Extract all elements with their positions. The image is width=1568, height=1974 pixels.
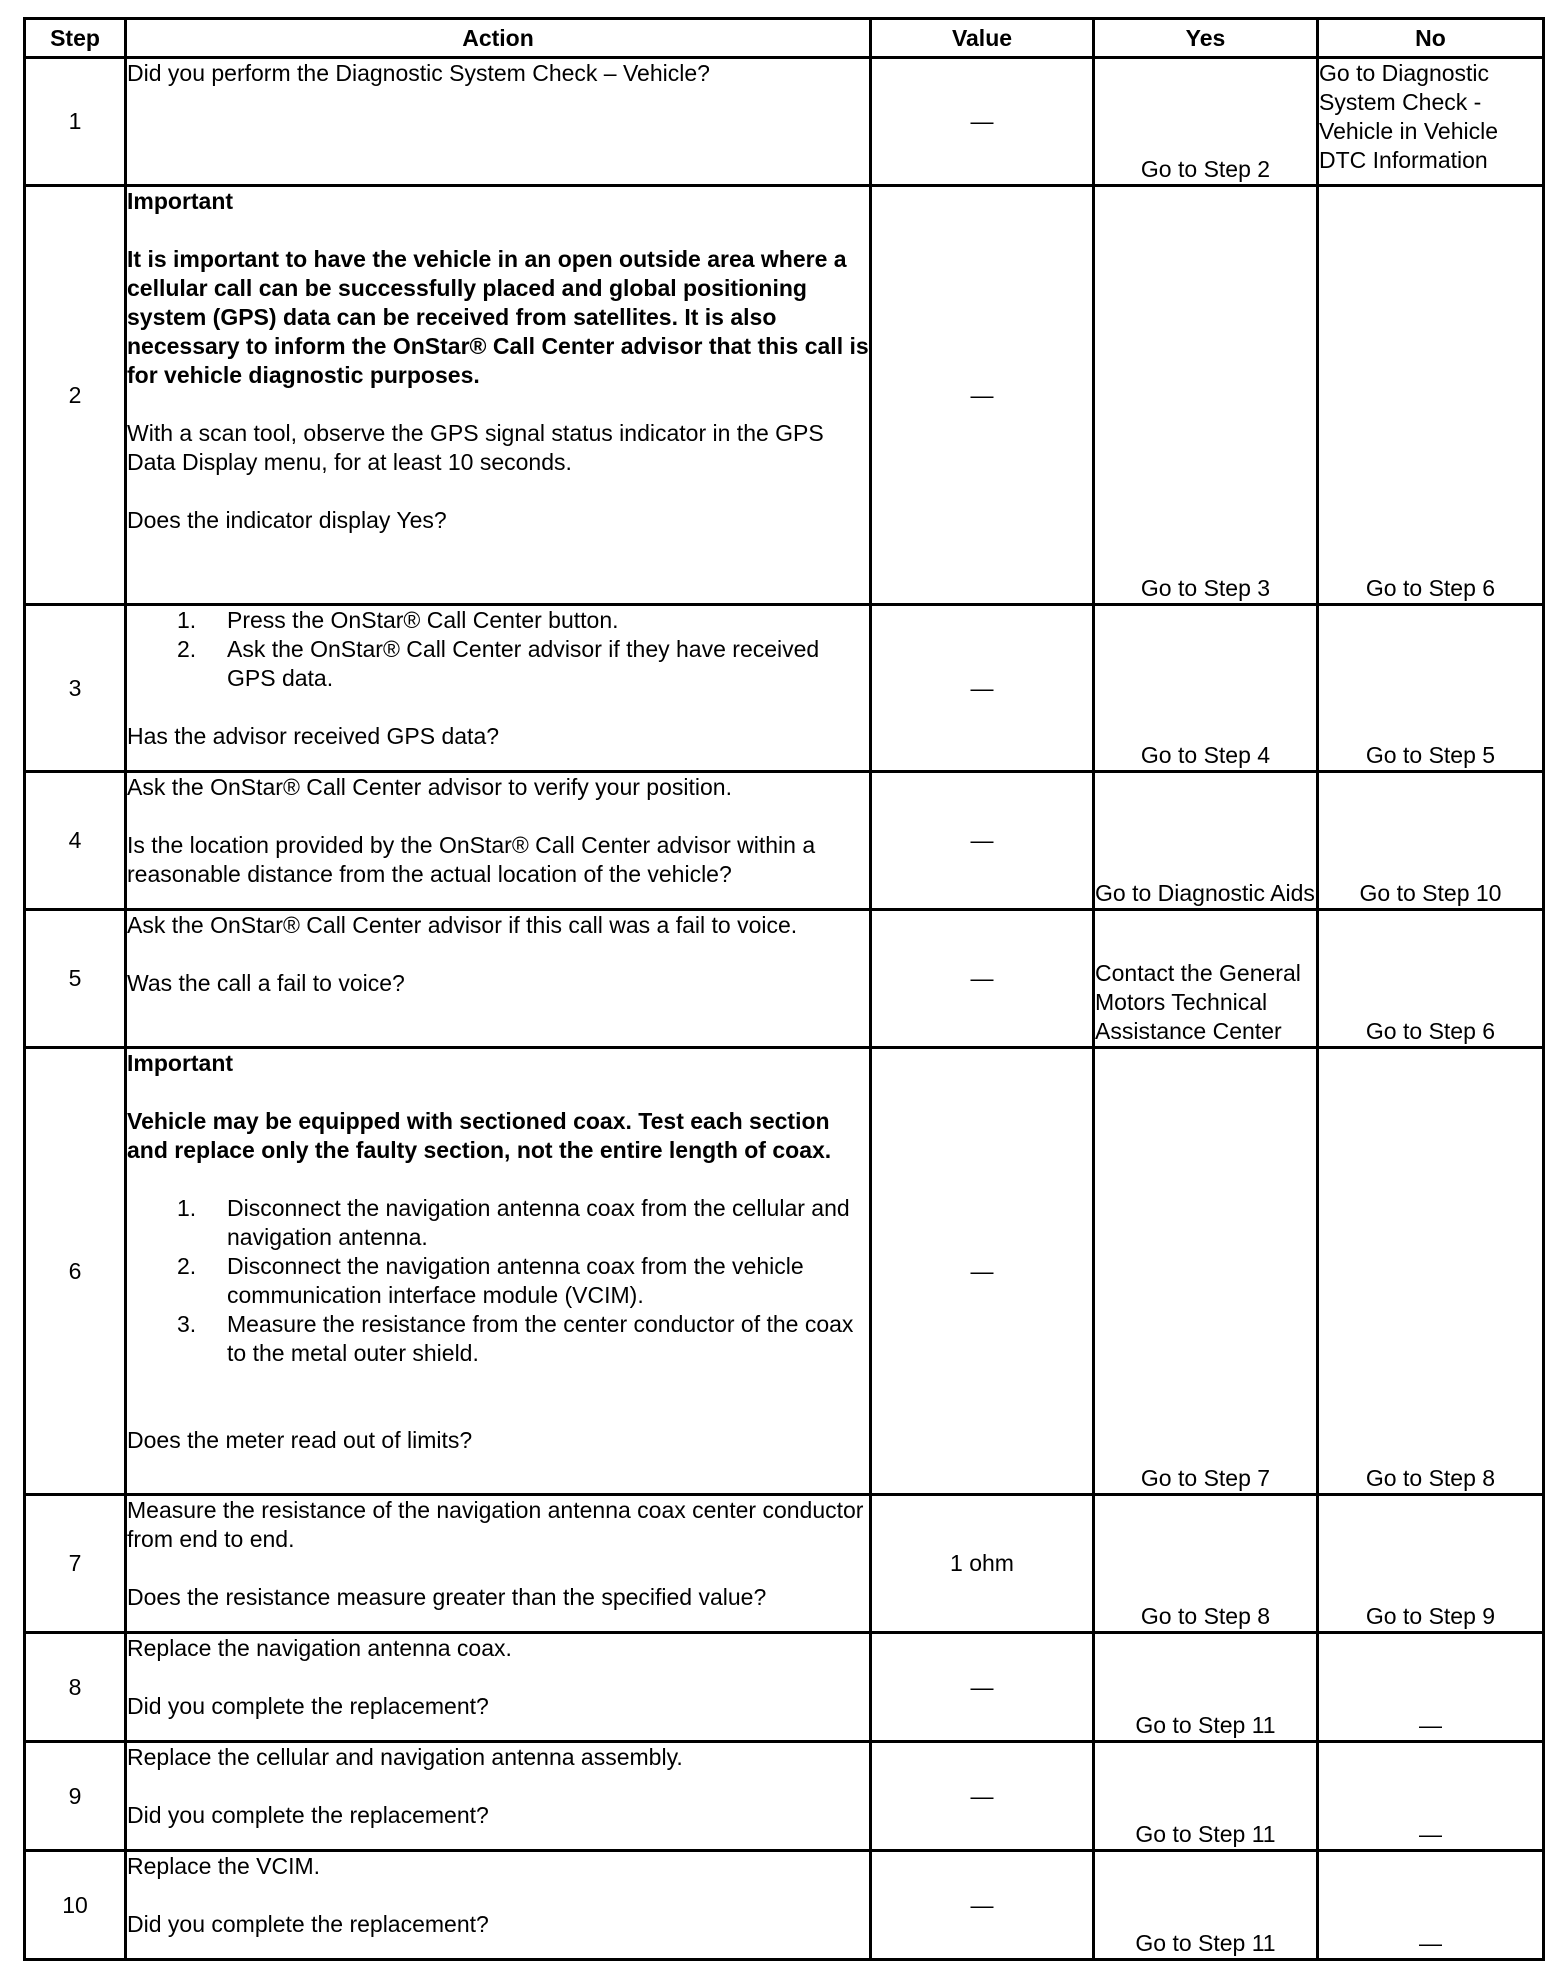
substep-text: Measure the resistance from the center conductor of the coax to the metal outer shield.: [227, 1311, 854, 1366]
list-item: [127, 606, 869, 635]
yes-cell: Contact the General Motors Technical Assistance Center: [1094, 910, 1318, 1048]
substep-number: 1.: [177, 1195, 197, 1221]
action-cell: [126, 1633, 871, 1742]
action-column-header: Action: [126, 19, 871, 58]
value-cell: —: [871, 605, 1094, 772]
list-item: [127, 1310, 869, 1368]
action-instruction: Replace the navigation antenna coax.: [127, 1635, 512, 1661]
no-cell: Go to Diagnostic System Check - Vehicle in Vehicle DTC Information: [1318, 58, 1544, 186]
table-row: [25, 186, 1544, 605]
yes-cell: Go to Step 8: [1094, 1495, 1318, 1633]
action-question: Did you perform the Diagnostic System Check – Vehicle?: [127, 60, 710, 86]
table-row: [25, 772, 1544, 910]
substep-text: Press the OnStar® Call Center button.: [227, 607, 619, 633]
action-question: Did you complete the replacement?: [127, 1911, 489, 1937]
step-number: 3: [25, 605, 126, 772]
list-item: [127, 1194, 869, 1252]
value-cell: —: [871, 1048, 1094, 1495]
step-number: 6: [25, 1048, 126, 1495]
action-instruction: With a scan tool, observe the GPS signal status indicator in the GPS Data Display menu, for at least 10 seconds.: [127, 420, 824, 475]
list-item: [127, 635, 869, 693]
step-number: 2: [25, 186, 126, 605]
action-cell: [126, 58, 871, 186]
step-number: 4: [25, 772, 126, 910]
value-cell: —: [871, 1742, 1094, 1851]
yes-cell: Go to Step 4: [1094, 605, 1318, 772]
substep-list: [127, 1194, 869, 1368]
value-cell: 1 ohm: [871, 1495, 1094, 1633]
table-row: [25, 1851, 1544, 1960]
yes-column-header: Yes: [1094, 19, 1318, 58]
substep-number: 2.: [177, 1253, 197, 1279]
value-cell: —: [871, 1633, 1094, 1742]
value-cell: —: [871, 58, 1094, 186]
value-cell: —: [871, 1851, 1094, 1960]
action-cell: [126, 605, 871, 772]
substep-text: Disconnect the navigation antenna coax from the cellular and navigation antenna.: [227, 1195, 850, 1250]
yes-cell: Go to Diagnostic Aids: [1094, 772, 1318, 910]
action-question: Does the indicator display Yes?: [127, 507, 447, 533]
no-cell: Go to Step 10: [1318, 772, 1544, 910]
table-row: [25, 1048, 1544, 1495]
yes-cell: Go to Step 11: [1094, 1633, 1318, 1742]
table-row: [25, 58, 1544, 186]
yes-cell: Go to Step 3: [1094, 186, 1318, 605]
substep-number: 1.: [177, 607, 197, 633]
action-question: Does the meter read out of limits?: [127, 1427, 473, 1453]
important-note: Vehicle may be equipped with sectioned coax. Test each section and replace only the faulty section, not the entire length of coax.: [127, 1108, 832, 1163]
action-cell: [126, 186, 871, 605]
action-cell: [126, 910, 871, 1048]
no-cell: Go to Step 6: [1318, 910, 1544, 1048]
diagnostic-table: [23, 17, 1545, 1961]
value-cell: —: [871, 772, 1094, 910]
action-question: Does the resistance measure greater than the specified value?: [127, 1584, 767, 1610]
action-question: Did you complete the replacement?: [127, 1802, 489, 1828]
step-number: 10: [25, 1851, 126, 1960]
substep-text: Disconnect the navigation antenna coax from the vehicle communication interface module (VCIM).: [227, 1253, 804, 1308]
step-number: 9: [25, 1742, 126, 1851]
no-cell: Go to Step 5: [1318, 605, 1544, 772]
action-question: Is the location provided by the OnStar® Call Center advisor within a reasonable distance from the actual location of the vehicle?: [127, 832, 816, 887]
yes-cell: Go to Step 11: [1094, 1851, 1318, 1960]
substep-number: 3.: [177, 1311, 197, 1337]
table-row: [25, 1495, 1544, 1633]
action-cell: [126, 1742, 871, 1851]
no-cell: —: [1318, 1742, 1544, 1851]
action-cell: [126, 1048, 871, 1495]
important-label: Important: [127, 188, 234, 214]
step-column-header: Step: [25, 19, 126, 58]
action-cell: [126, 1495, 871, 1633]
value-column-header: Value: [871, 19, 1094, 58]
action-instruction: Replace the VCIM.: [127, 1853, 321, 1879]
action-instruction: Ask the OnStar® Call Center advisor if this call was a fail to voice.: [127, 912, 798, 938]
value-cell: —: [871, 186, 1094, 605]
action-question: Has the advisor received GPS data?: [127, 723, 500, 749]
action-instruction: Measure the resistance of the navigation antenna coax center conductor from end to end.: [127, 1497, 864, 1552]
table-row: [25, 605, 1544, 772]
step-number: 8: [25, 1633, 126, 1742]
yes-cell: Go to Step 2: [1094, 58, 1318, 186]
substep-text: Ask the OnStar® Call Center advisor if they have received GPS data.: [227, 636, 820, 691]
substep-number: 2.: [177, 636, 197, 662]
important-label: Important: [127, 1050, 234, 1076]
action-instruction: Replace the cellular and navigation antenna assembly.: [127, 1744, 683, 1770]
action-question: Was the call a fail to voice?: [127, 970, 405, 996]
important-note: It is important to have the vehicle in an open outside area where a cellular call can be successfully placed and global positioning system (GPS) data can be received from satellites. It is also necessary to inform the OnStar® Call Center advisor that this call is for vehicle diagnostic purposes.: [127, 246, 869, 388]
table-row: [25, 1742, 1544, 1851]
action-cell: [126, 1851, 871, 1960]
yes-cell: Go to Step 11: [1094, 1742, 1318, 1851]
yes-cell: Go to Step 7: [1094, 1048, 1318, 1495]
no-cell: —: [1318, 1633, 1544, 1742]
no-cell: Go to Step 6: [1318, 186, 1544, 605]
value-cell: —: [871, 910, 1094, 1048]
table-row: [25, 1633, 1544, 1742]
table-header-row: [25, 19, 1544, 58]
step-number: 7: [25, 1495, 126, 1633]
step-number: 5: [25, 910, 126, 1048]
no-cell: Go to Step 8: [1318, 1048, 1544, 1495]
no-cell: Go to Step 9: [1318, 1495, 1544, 1633]
action-question: Did you complete the replacement?: [127, 1693, 489, 1719]
action-instruction: Ask the OnStar® Call Center advisor to verify your position.: [127, 774, 732, 800]
substep-list: [127, 606, 869, 693]
step-number: 1: [25, 58, 126, 186]
table-row: [25, 910, 1544, 1048]
list-item: [127, 1252, 869, 1310]
action-cell: [126, 772, 871, 910]
no-column-header: No: [1318, 19, 1544, 58]
no-cell: —: [1318, 1851, 1544, 1960]
